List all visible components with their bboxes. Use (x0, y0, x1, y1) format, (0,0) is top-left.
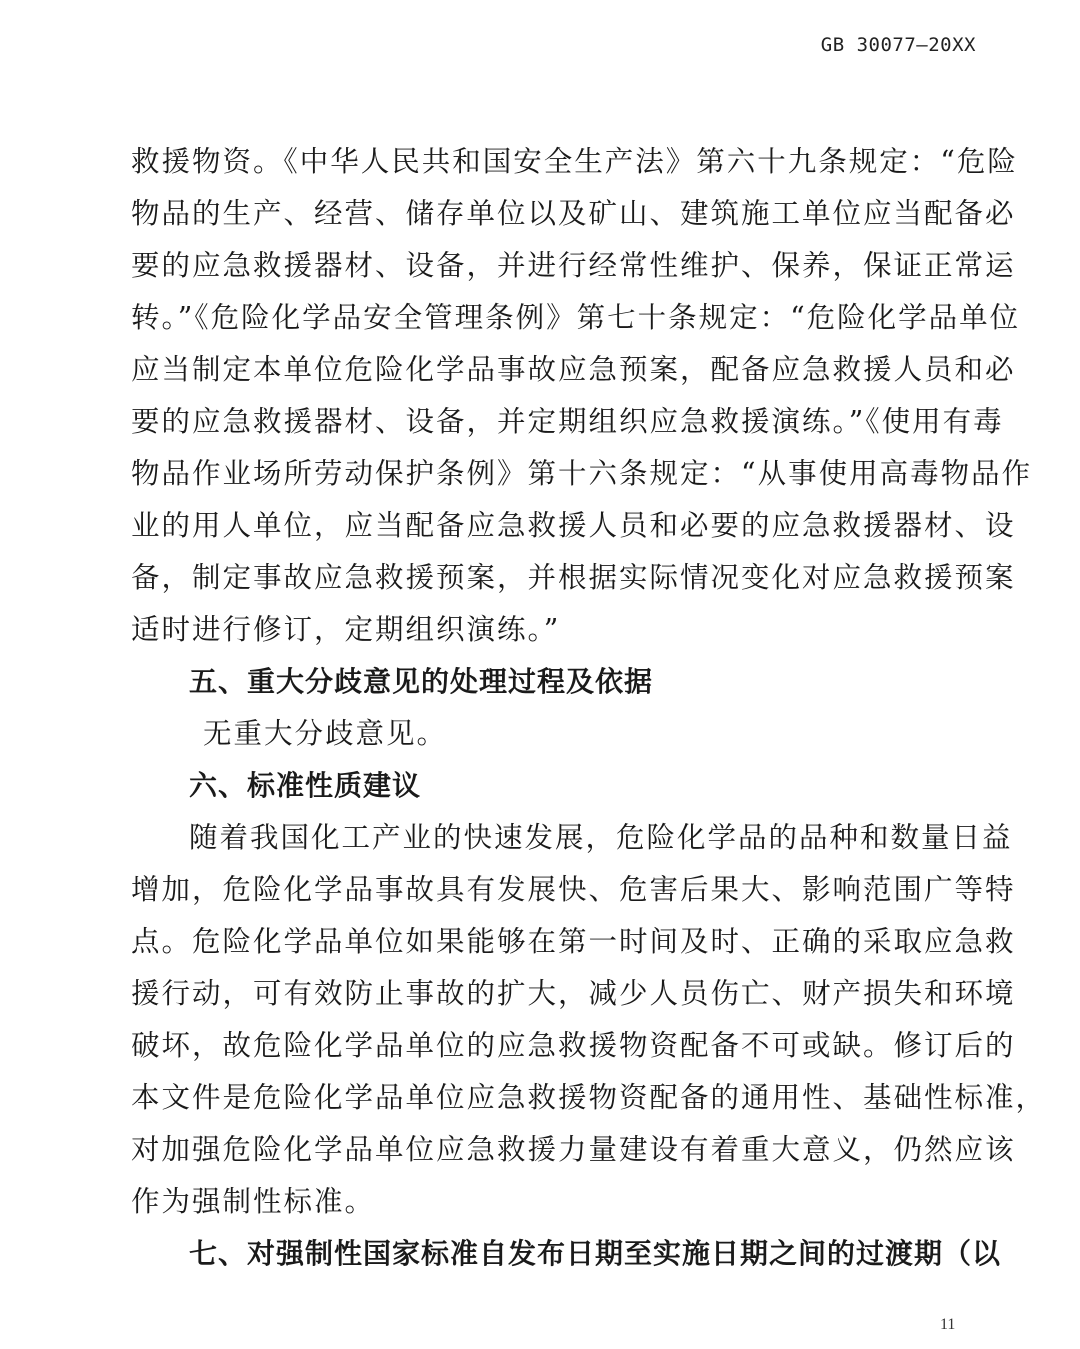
paragraph-line: 救援物资。《中华人民共和国安全生产法》第六十九条规定：“危险 (131, 145, 1018, 178)
paragraph-line: 增加，危险化学品事故具有发展快、危害后果大、影响范围广等特 (131, 873, 1016, 906)
paragraph-line: 随着我国化工产业的快速发展，危险化学品的品种和数量日益 (189, 821, 1013, 854)
paragraph-line: 备，制定事故应急救援预案，并根据实际情况变化对应急救援预案 (131, 561, 1016, 594)
paragraph-line: 破坏，故危险化学品单位的应急救援物资配备不可或缺。修订后的 (131, 1029, 1016, 1062)
section-5-text: 无重大分歧意见。 (203, 717, 448, 750)
paragraph-line: 转。”《危险化学品安全管理条例》第七十条规定：“危险化学品单位 (131, 301, 1021, 334)
paragraph-line: 物品作业场所劳动保护条例》第十六条规定：“从事使用高毒物品作 (131, 457, 1033, 490)
paragraph-line: 要的应急救援器材、设备，并定期组织应急救援演练。”《使用有毒 (131, 405, 1004, 438)
paragraph-line: 物品的生产、经营、储存单位以及矿山、建筑施工单位应当配备必 (131, 197, 1016, 230)
section-7-heading: 七、对强制性国家标准自发布日期至实施日期之间的过渡期（以 (189, 1237, 1002, 1270)
standard-code: GB 30077—20XX (820, 34, 976, 56)
paragraph-line: 援行动，可有效防止事故的扩大，减少人员伤亡、财产损失和环境 (131, 977, 1016, 1010)
paragraph-line: 对加强危险化学品单位应急救援力量建设有着重大意义，仍然应该 (131, 1133, 1016, 1166)
paragraph-line: 业的用人单位，应当配备应急救援人员和必要的应急救援器材、设 (131, 509, 1016, 542)
document-body (131, 136, 1047, 1280)
section-5-heading: 五、重大分歧意见的处理过程及依据 (189, 665, 654, 698)
paragraph-line: 要的应急救援器材、设备，并进行经常性维护、保养，保证正常运 (131, 249, 1016, 282)
page-number: 11 (940, 1316, 956, 1333)
paragraph-line: 本文件是危险化学品单位应急救援物资配备的通用性、基础性标准， (131, 1081, 1047, 1114)
section-6-heading: 六、标准性质建议 (189, 769, 422, 802)
paragraph-line: 适时进行修订，定期组织演练。” (131, 613, 561, 646)
paragraph-line: 作为强制性标准。 (131, 1185, 376, 1218)
paragraph-line: 点。危险化学品单位如果能够在第一时间及时、正确的采取应急救 (131, 925, 1016, 958)
paragraph-line: 应当制定本单位危险化学品事故应急预案，配备应急救援人员和必 (131, 353, 1016, 386)
